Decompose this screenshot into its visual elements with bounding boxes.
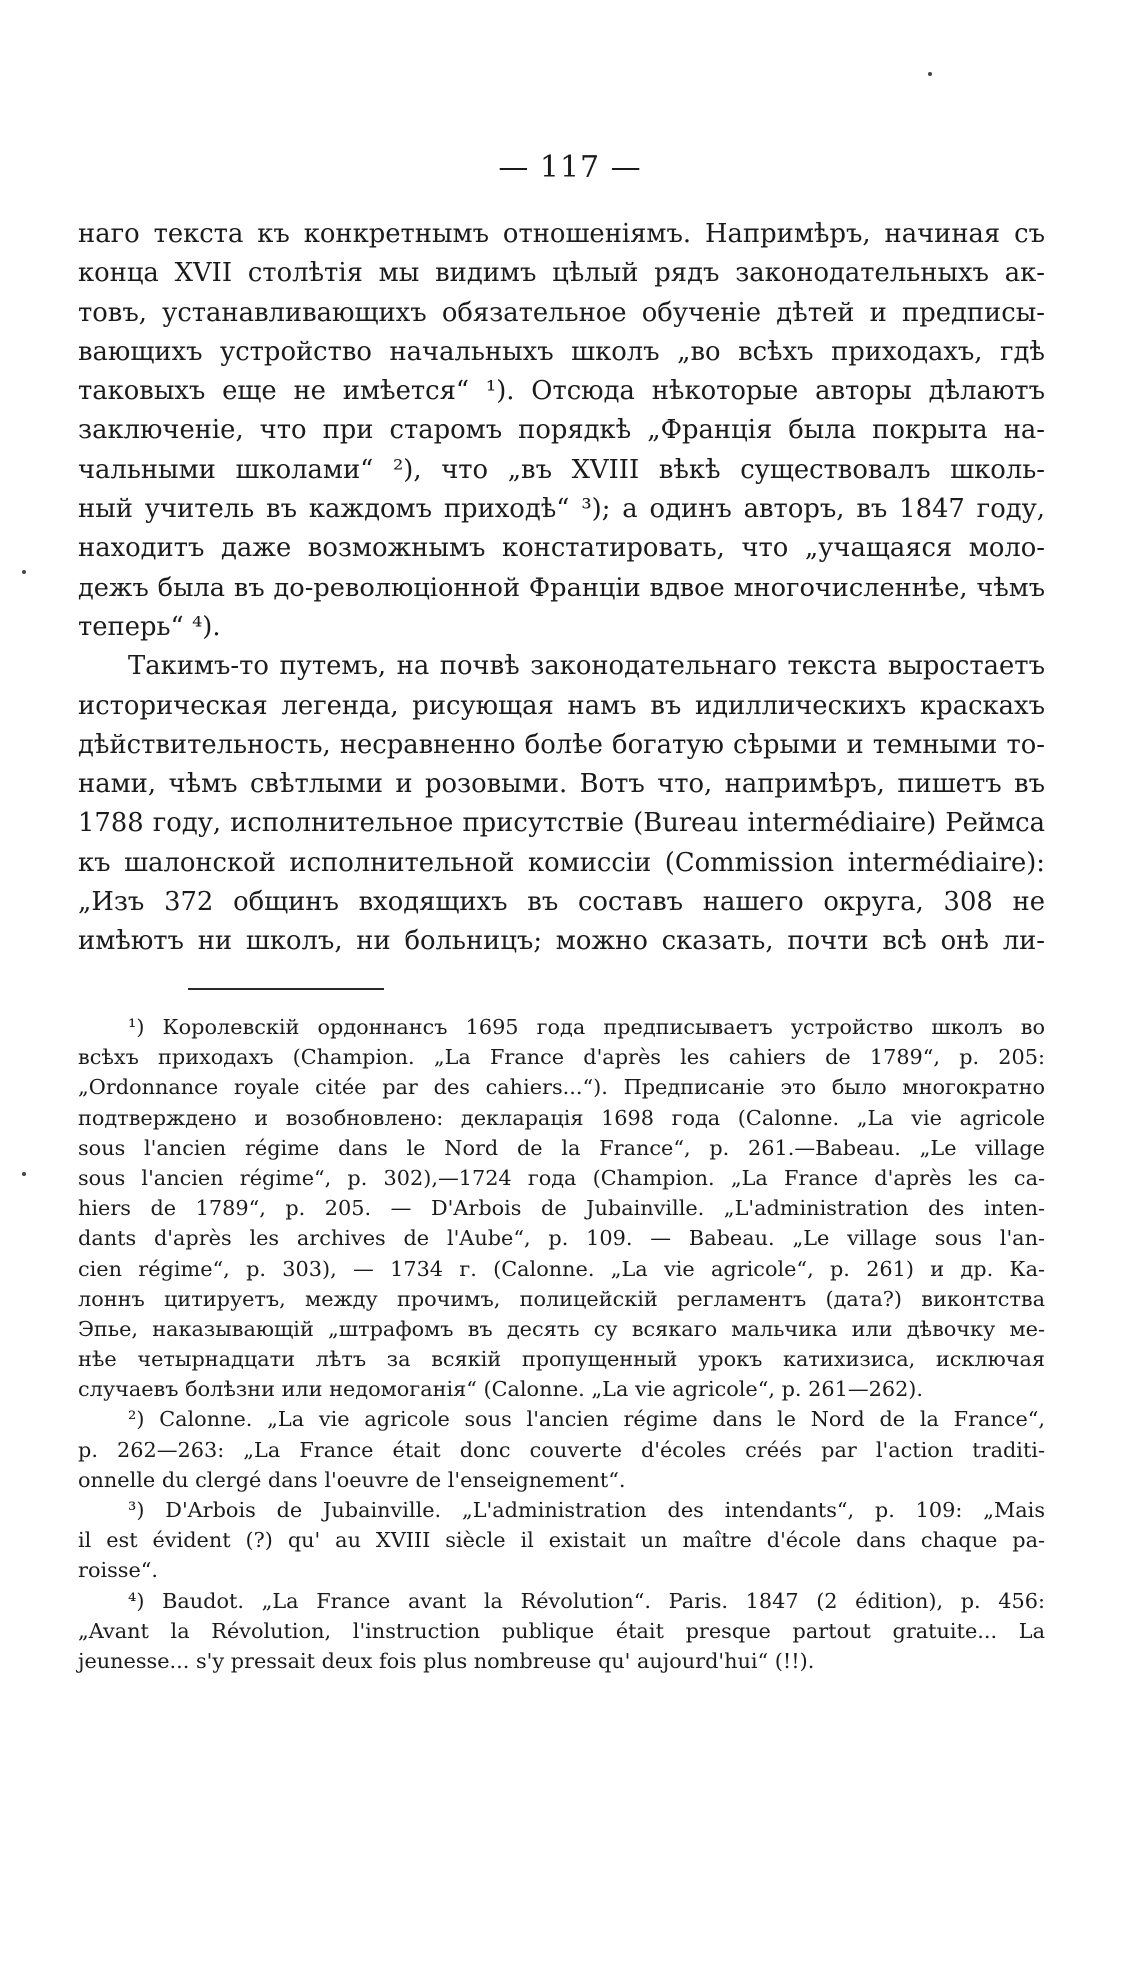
text-line: находитъ даже возможнымъ констатировать, что „учащаяся моло- (78, 533, 1045, 564)
footnote-line: Эпье, наказывающій „штрафомъ въ десять су всякаго мальчика или дѣвочку ме- (78, 1316, 1045, 1341)
footnote-line: dants d'après les archives de l'Aube“, p. 109. — Babeau. „Le village sous l'an- (78, 1226, 1045, 1251)
text-line: товъ, устанавливающихъ обязательное обученіе дѣтей и предписы- (78, 297, 1045, 328)
scan-speck (22, 1172, 26, 1176)
footnote-1: ¹) Королевскій ордоннансъ 1695 года предписываетъ устройство школъ во (128, 1015, 1045, 1039)
footnote-line: sous l'ancien régime dans le Nord de la France“, p. 261.—Babeau. „Le village (78, 1135, 1045, 1160)
text-line: конца XVII столѣтія мы видимъ цѣлый рядъ законодательныхъ ак- (78, 258, 1045, 289)
footnote-line: лоннъ цитируетъ, между прочимъ, полицейскій регламентъ (дата?) виконтства (78, 1286, 1045, 1311)
text-line: чальными школами“ ²), что „въ XVIII вѣкѣ существовалъ школь- (78, 454, 1045, 485)
footnote-line: нѣе четырнадцати лѣтъ за всякій пропущенный урокъ катихизиса, исключая (78, 1347, 1045, 1372)
footnotes (78, 1012, 1045, 1676)
paragraph-start: Такимъ-то путемъ, на почвѣ законодательнаго текста выростаетъ (128, 651, 1045, 682)
text-line: теперь“ ⁴). (78, 611, 221, 642)
footnote-line: onnelle du clergé dans l'oeuvre de l'enseignement“. (78, 1467, 626, 1492)
footnote-line: „Avant la Révolution, l'instruction publique était presque partout gratuite... La (78, 1618, 1045, 1643)
scan-speck (928, 72, 932, 76)
footnote-line: всѣхъ приходахъ (Champion. „La France d'après les cahiers de 1789“, p. 205: (78, 1045, 1045, 1070)
footnote-2: ²) Calonne. „La vie agricole sous l'ancien régime dans le Nord de la France“, (128, 1407, 1045, 1432)
text-line: наго текста къ конкретнымъ отношеніямъ. Напримѣръ, начиная съ (78, 219, 1045, 249)
footnote-line: il est évident (?) qu' au XVIII siècle il existait un maître d'école dans chaque pa- (78, 1528, 1045, 1553)
text-line: нами, чѣмъ свѣтлыми и розовыми. Вотъ что, напримѣръ, пишетъ въ (78, 769, 1045, 800)
footnote-line: p. 262—263: „La France était donc couverte d'écoles créés par l'action traditi- (78, 1437, 1045, 1462)
text-line: дежъ была въ до-революціонной Франціи вдвое многочисленнѣе, чѣмъ (78, 572, 1045, 603)
footnote-line: sous l'ancien régime“, p. 302),—1724 года (Champion. „La France d'après les ca- (78, 1165, 1045, 1190)
footnote-divider (188, 988, 384, 990)
text-line: дѣйствительность, несравненно болѣе богатую сѣрыми и темными то- (78, 729, 1045, 760)
footnote-line: jeunesse... s'y pressait deux fois plus nombreuse qu' aujourd'hui“ (!!). (78, 1648, 815, 1673)
text-line: историческая легенда, рисующая намъ въ идиллическихъ краскахъ (78, 690, 1045, 721)
text-line: заключеніе, что при старомъ порядкѣ „Франція была покрыта на- (78, 415, 1045, 446)
text-line: „Изъ 372 общинъ входящихъ въ составъ нашего округа, 308 не (78, 887, 1045, 918)
text-line: ный учитель въ каждомъ приходѣ“ ³); а одинъ авторъ, въ 1847 году, (78, 494, 1045, 525)
main-text (78, 215, 1045, 962)
text-line: таковыхъ еще не имѣется“ ¹). Отсюда нѣкоторые авторы дѣлаютъ (78, 376, 1045, 407)
footnote-line: roisse“. (78, 1558, 159, 1583)
footnote-line: „Ordonnance royale citée par des cahiers...“). Предписаніе это было многократно (78, 1075, 1045, 1100)
footnote-3: ³) D'Arbois de Jubainville. „L'administration des intendants“, p. 109: „Mais (128, 1498, 1045, 1522)
text-line: вающихъ устройство начальныхъ школъ „во всѣхъ приходахъ, гдѣ (78, 336, 1045, 367)
text-line: имѣютъ ни школъ, ни больницъ; можно сказать, почти всѣ онѣ ли- (78, 926, 1045, 957)
footnote-line: подтверждено и возобновлено: декларація 1698 года (Calonne. „La vie agricole (78, 1105, 1045, 1130)
footnote-4: ⁴) Baudot. „La France avant la Révolution“. Paris. 1847 (2 édition), p. 456: (128, 1588, 1045, 1613)
footnote-line: случаевъ болѣзни или недомоганія“ (Calonne. „La vie agricole“, p. 261—262). (78, 1377, 924, 1402)
footnote-line: hiers de 1789“, p. 205. — D'Arbois de Jubainville. „L'administration des inten- (78, 1196, 1045, 1221)
footnote-line: cien régime“, p. 303), — 1734 г. (Calonne. „La vie agricole“, p. 261) и др. Ка- (78, 1256, 1045, 1281)
text-line: къ шалонской исполнительной комиссіи (Commission intermédiaire): (78, 847, 1045, 878)
scan-speck (22, 570, 26, 574)
text-line: 1788 году, исполнительное присутствіе (Bureau intermédiaire) Реймса (78, 808, 1045, 839)
page-number: — 117 — (498, 150, 642, 185)
